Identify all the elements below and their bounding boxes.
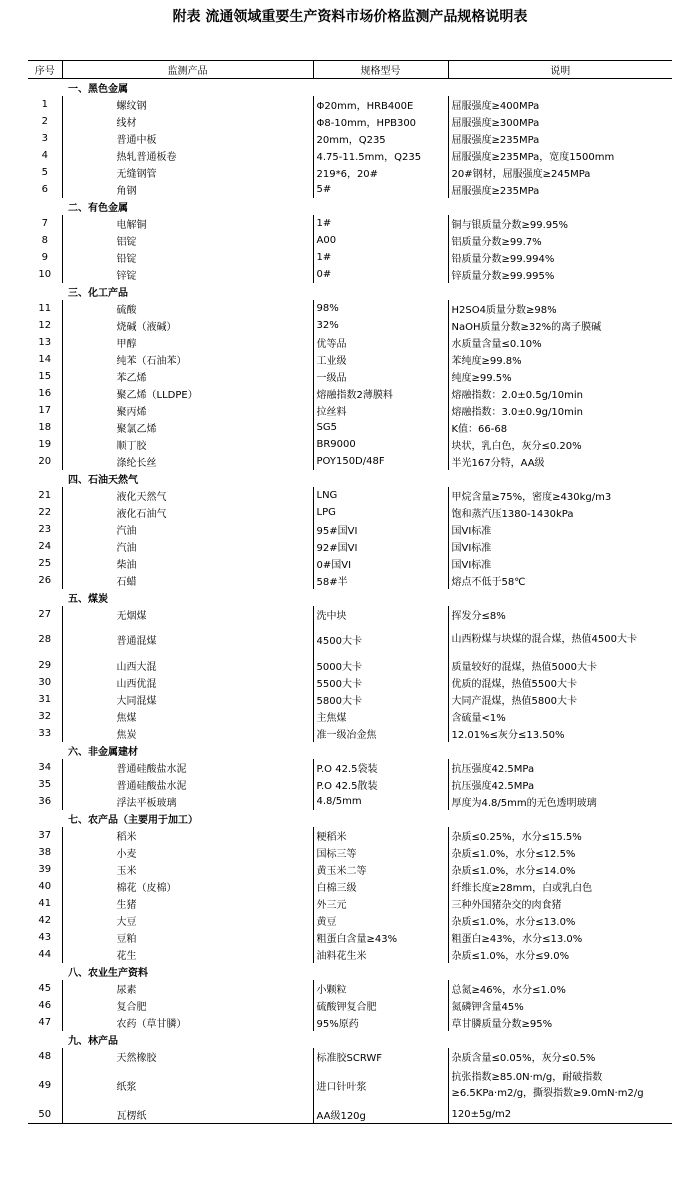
row-product: 山西优混 xyxy=(62,674,313,691)
table-row xyxy=(28,300,672,317)
row-index: 3 xyxy=(41,132,48,144)
row-note: 杂质≤1.0%，水分≤12.5% xyxy=(448,844,672,861)
category-title: 六、非金属建材 xyxy=(68,746,138,758)
table-row xyxy=(28,538,672,555)
row-spec: 5500大卡 xyxy=(313,674,448,691)
row-note: 抗压强度42.5MPa xyxy=(448,759,672,776)
row-spec: 95%原药 xyxy=(313,1014,448,1031)
row-spec: 58#半 xyxy=(313,572,448,589)
row-spec: 小颗粒 xyxy=(313,980,448,997)
table-row xyxy=(28,368,672,385)
table-row xyxy=(28,708,672,725)
row-spec: 标准胶SCRWF xyxy=(313,1048,448,1065)
row-spec: 219*6，20# xyxy=(313,164,448,181)
row-spec: 粗蛋白含量≥43% xyxy=(313,929,448,946)
table-row xyxy=(28,113,672,130)
row-index: 22 xyxy=(38,506,52,518)
table-row xyxy=(28,1065,672,1107)
row-spec: 洗中块 xyxy=(313,606,448,623)
table-row xyxy=(28,1048,672,1065)
row-note: 半光167分特，AA级 xyxy=(448,453,672,470)
row-note: 山西粉煤与块煤的混合煤，热值4500大卡 xyxy=(448,623,672,657)
table-row xyxy=(28,1014,672,1031)
table-row xyxy=(28,436,672,453)
row-index: 47 xyxy=(38,1016,52,1028)
row-index: 16 xyxy=(38,387,52,399)
row-product: 无缝钢管 xyxy=(62,164,313,181)
row-spec: 拉丝料 xyxy=(313,402,448,419)
row-product: 焦煤 xyxy=(62,708,313,725)
table-row xyxy=(28,419,672,436)
row-product: 大豆 xyxy=(62,912,313,929)
row-product: 液化石油气 xyxy=(62,504,313,521)
row-product: 玉米 xyxy=(62,861,313,878)
row-product: 棉花（皮棉） xyxy=(62,878,313,895)
row-spec: 熔融指数2薄膜料 xyxy=(313,385,448,402)
row-product: 热轧普通板卷 xyxy=(62,147,313,164)
row-note: 苯纯度≥99.8% xyxy=(448,351,672,368)
row-product: 石蜡 xyxy=(62,572,313,589)
row-index: 2 xyxy=(41,115,48,127)
row-spec: A00 xyxy=(313,232,448,249)
table-row xyxy=(28,504,672,521)
row-index: 19 xyxy=(38,438,52,450)
row-product: 涤纶长丝 xyxy=(62,453,313,470)
row-product: 浮法平板玻璃 xyxy=(62,793,313,810)
table-row xyxy=(28,827,672,844)
row-index: 35 xyxy=(38,778,52,790)
row-index: 7 xyxy=(41,217,48,229)
category-spacer xyxy=(28,470,62,487)
row-note: 铝质量分数≥99.7% xyxy=(448,232,672,249)
row-index: 10 xyxy=(38,268,52,280)
row-spec: 外三元 xyxy=(313,895,448,912)
row-note: 质量较好的混煤，热值5000大卡 xyxy=(448,657,672,674)
row-product: 小麦 xyxy=(62,844,313,861)
table-row xyxy=(28,402,672,419)
row-note: 纯度≥99.5% xyxy=(448,368,672,385)
row-index: 30 xyxy=(38,676,52,688)
row-product: 农药（草甘膦） xyxy=(62,1014,313,1031)
table-row xyxy=(28,266,672,283)
row-index: 5 xyxy=(41,166,48,178)
table-row xyxy=(28,912,672,929)
row-spec: POY150D/48F xyxy=(313,453,448,470)
header-note: 说明 xyxy=(448,61,672,79)
row-index: 41 xyxy=(38,897,52,909)
row-spec: 95#国VI xyxy=(313,521,448,538)
table-body xyxy=(28,79,672,1124)
row-note: 总氮≥46%，水分≤1.0% xyxy=(448,980,672,997)
header-index: 序号 xyxy=(28,61,62,79)
row-index: 32 xyxy=(38,710,52,722)
row-index: 8 xyxy=(41,234,48,246)
row-index: 11 xyxy=(38,302,52,314)
row-index: 46 xyxy=(38,999,52,1011)
row-note: 甲烷含量≥75%，密度≥430kg/m3 xyxy=(448,487,672,504)
row-index: 23 xyxy=(38,523,52,535)
row-note: 熔融指数：2.0±0.5g/10min xyxy=(448,385,672,402)
table-row xyxy=(28,946,672,963)
row-note: 纤维长度≥28mm，白或乳白色 xyxy=(448,878,672,895)
row-index: 36 xyxy=(38,795,52,807)
row-spec: LNG xyxy=(313,487,448,504)
row-index: 25 xyxy=(38,557,52,569)
category-spacer xyxy=(28,1031,62,1048)
category-spacer xyxy=(28,963,62,980)
row-product: 焦炭 xyxy=(62,725,313,742)
row-spec: 进口针叶浆 xyxy=(313,1065,448,1107)
row-product: 山西大混 xyxy=(62,657,313,674)
row-product: 尿素 xyxy=(62,980,313,997)
table-row xyxy=(28,776,672,793)
row-index: 31 xyxy=(38,693,52,705)
row-spec: 5800大卡 xyxy=(313,691,448,708)
row-spec: LPG xyxy=(313,504,448,521)
row-product: 铝锭 xyxy=(62,232,313,249)
row-note: 挥发分≤8% xyxy=(448,606,672,623)
row-index: 48 xyxy=(38,1050,52,1062)
row-note: 杂质含量≤0.05%，灰分≤0.5% xyxy=(448,1048,672,1065)
row-spec: 主焦煤 xyxy=(313,708,448,725)
table-row xyxy=(28,130,672,147)
category-spacer xyxy=(28,79,62,96)
category-spacer xyxy=(28,198,62,215)
row-note: 熔点不低于58℃ xyxy=(448,572,672,589)
table-row xyxy=(28,487,672,504)
row-index: 27 xyxy=(38,608,52,620)
row-note: 屈服强度≥235MPa，宽度1500mm xyxy=(448,147,672,164)
table-row xyxy=(28,623,672,657)
row-spec: 1# xyxy=(313,249,448,266)
row-product: 聚乙烯（LLDPE） xyxy=(62,385,313,402)
row-note: 屈服强度≥300MPa xyxy=(448,113,672,130)
row-note: NaOH质量分数≥32%的离子膜碱 xyxy=(448,317,672,334)
category-title: 八、农业生产资料 xyxy=(68,967,148,979)
row-product: 豆粕 xyxy=(62,929,313,946)
row-note: H2SO4质量分数≥98% xyxy=(448,300,672,317)
row-note: 屈服强度≥235MPa xyxy=(448,181,672,198)
row-index: 44 xyxy=(38,948,52,960)
category-row xyxy=(28,742,672,759)
row-index: 12 xyxy=(38,319,52,331)
row-index: 18 xyxy=(38,421,52,433)
row-spec: Φ20mm，HRB400E xyxy=(313,96,448,113)
table-row xyxy=(28,181,672,198)
row-note: 锌质量分数≥99.995% xyxy=(448,266,672,283)
row-index: 37 xyxy=(38,829,52,841)
category-title: 七、农产品（主要用于加工） xyxy=(68,814,198,826)
row-index: 38 xyxy=(38,846,52,858)
row-note: 杂质≤1.0%，水分≤9.0% xyxy=(448,946,672,963)
row-product: 甲醇 xyxy=(62,334,313,351)
row-note: 屈服强度≥235MPa xyxy=(448,130,672,147)
category-spacer xyxy=(28,283,62,300)
row-product: 纯苯（石油苯） xyxy=(62,351,313,368)
category-title: 三、化工产品 xyxy=(68,287,128,299)
row-product: 普通硅酸盐水泥 xyxy=(62,759,313,776)
row-product: 汽油 xyxy=(62,538,313,555)
row-product: 大同混煤 xyxy=(62,691,313,708)
table-row xyxy=(28,861,672,878)
row-note: 国VI标准 xyxy=(448,521,672,538)
row-spec: 粳稻米 xyxy=(313,827,448,844)
category-row xyxy=(28,79,672,96)
row-product: 角钢 xyxy=(62,181,313,198)
row-spec: 国标三等 xyxy=(313,844,448,861)
row-product: 苯乙烯 xyxy=(62,368,313,385)
row-spec: 硫酸钾复合肥 xyxy=(313,997,448,1014)
category-row xyxy=(28,810,672,827)
row-index: 42 xyxy=(38,914,52,926)
row-spec: 32% xyxy=(313,317,448,334)
row-product: 花生 xyxy=(62,946,313,963)
row-spec: P.O 42.5散装 xyxy=(313,776,448,793)
row-note: 12.01%≤灰分≤13.50% xyxy=(448,725,672,742)
row-note: 20#钢材，屈服强度≥245MPa xyxy=(448,164,672,181)
table-row xyxy=(28,759,672,776)
table-row xyxy=(28,929,672,946)
row-product: 纸浆 xyxy=(62,1065,313,1107)
table-row xyxy=(28,725,672,742)
category-title: 二、有色金属 xyxy=(68,202,128,214)
row-note: 杂质≤1.0%，水分≤13.0% xyxy=(448,912,672,929)
row-note: 杂质≤1.0%，水分≤14.0% xyxy=(448,861,672,878)
category-row xyxy=(28,198,672,215)
row-spec: 92#国VI xyxy=(313,538,448,555)
row-note: 块状，乳白色，灰分≤0.20% xyxy=(448,436,672,453)
header-spec: 规格型号 xyxy=(313,61,448,79)
row-spec: 油料花生米 xyxy=(313,946,448,963)
table-row xyxy=(28,96,672,113)
row-spec: Φ8-10mm，HPB300 xyxy=(313,113,448,130)
row-note: 屈服强度≥400MPa xyxy=(448,96,672,113)
table-row xyxy=(28,249,672,266)
table-row xyxy=(28,351,672,368)
table-row xyxy=(28,997,672,1014)
row-spec: 5000大卡 xyxy=(313,657,448,674)
row-spec: SG5 xyxy=(313,419,448,436)
row-spec: 1# xyxy=(313,215,448,232)
table-row xyxy=(28,521,672,538)
row-spec: BR9000 xyxy=(313,436,448,453)
row-note: 优质的混煤，热值5500大卡 xyxy=(448,674,672,691)
table-row xyxy=(28,674,672,691)
row-product: 线材 xyxy=(62,113,313,130)
row-note: 抗压强度42.5MPa xyxy=(448,776,672,793)
header-product: 监测产品 xyxy=(62,61,313,79)
row-product: 电解铜 xyxy=(62,215,313,232)
row-product: 液化天然气 xyxy=(62,487,313,504)
row-product: 锌锭 xyxy=(62,266,313,283)
row-spec: P.O 42.5袋装 xyxy=(313,759,448,776)
category-row xyxy=(28,589,672,606)
row-index: 21 xyxy=(38,489,52,501)
category-title: 五、煤炭 xyxy=(68,593,108,605)
table-row xyxy=(28,147,672,164)
row-spec: 0#国VI xyxy=(313,555,448,572)
row-product: 普通硅酸盐水泥 xyxy=(62,776,313,793)
row-note: 大同产混煤，热值5800大卡 xyxy=(448,691,672,708)
row-index: 24 xyxy=(38,540,52,552)
row-product: 柴油 xyxy=(62,555,313,572)
row-product: 瓦楞纸 xyxy=(62,1107,313,1124)
row-note: 三种外国猪杂交的肉食猪 xyxy=(448,895,672,912)
row-product: 普通混煤 xyxy=(62,623,313,657)
row-spec: 一级品 xyxy=(313,368,448,385)
row-note: 含硫量<1% xyxy=(448,708,672,725)
row-product: 生猪 xyxy=(62,895,313,912)
row-note: 铜与银质量分数≥99.95% xyxy=(448,215,672,232)
row-product: 烧碱（液碱） xyxy=(62,317,313,334)
category-row xyxy=(28,963,672,980)
row-spec: 4.75-11.5mm，Q235 xyxy=(313,147,448,164)
table-row xyxy=(28,980,672,997)
row-spec: 5# xyxy=(313,181,448,198)
row-spec: 4500大卡 xyxy=(313,623,448,657)
category-row xyxy=(28,470,672,487)
row-index: 40 xyxy=(38,880,52,892)
row-note: 草甘膦质量分数≥95% xyxy=(448,1014,672,1031)
row-spec: 工业级 xyxy=(313,351,448,368)
row-index: 29 xyxy=(38,659,52,671)
table-row xyxy=(28,215,672,232)
row-note: 水质量含量≤0.10% xyxy=(448,334,672,351)
category-row xyxy=(28,283,672,300)
category-spacer xyxy=(28,810,62,827)
row-product: 汽油 xyxy=(62,521,313,538)
row-index: 4 xyxy=(41,149,48,161)
table-row xyxy=(28,895,672,912)
page-title: 附表 流通领域重要生产资料市场价格监测产品规格说明表 xyxy=(172,9,528,25)
row-note: 国VI标准 xyxy=(448,538,672,555)
row-product: 螺纹钢 xyxy=(62,96,313,113)
row-index: 43 xyxy=(38,931,52,943)
row-spec: 0# xyxy=(313,266,448,283)
table-row xyxy=(28,691,672,708)
row-product: 聚氯乙烯 xyxy=(62,419,313,436)
category-title: 一、黑色金属 xyxy=(68,83,128,95)
row-index: 1 xyxy=(41,98,48,110)
row-product: 稻米 xyxy=(62,827,313,844)
row-product: 顺丁胶 xyxy=(62,436,313,453)
category-spacer xyxy=(28,742,62,759)
row-product: 聚丙烯 xyxy=(62,402,313,419)
row-index: 15 xyxy=(38,370,52,382)
table-row xyxy=(28,1107,672,1124)
table-row xyxy=(28,844,672,861)
table-row xyxy=(28,878,672,895)
row-product: 铅锭 xyxy=(62,249,313,266)
row-index: 49 xyxy=(38,1080,52,1091)
row-note: 饱和蒸汽压1380-1430kPa xyxy=(448,504,672,521)
table-row xyxy=(28,572,672,589)
row-index: 26 xyxy=(38,574,52,586)
table-row xyxy=(28,385,672,402)
row-note: 粗蛋白≥43%，水分≤13.0% xyxy=(448,929,672,946)
row-product: 硫酸 xyxy=(62,300,313,317)
table-row xyxy=(28,317,672,334)
row-note: 铅质量分数≥99.994% xyxy=(448,249,672,266)
category-title: 九、林产品 xyxy=(68,1035,118,1047)
table-row xyxy=(28,555,672,572)
row-product: 无烟煤 xyxy=(62,606,313,623)
table-row xyxy=(28,334,672,351)
row-note: K值：66-68 xyxy=(448,419,672,436)
row-product: 普通中板 xyxy=(62,130,313,147)
row-spec: 黄玉米二等 xyxy=(313,861,448,878)
row-spec: 白棉三级 xyxy=(313,878,448,895)
row-spec: 准一级冶金焦 xyxy=(313,725,448,742)
category-title: 四、石油天然气 xyxy=(68,474,138,486)
row-spec: 4.8/5mm xyxy=(313,793,448,810)
row-spec: 98% xyxy=(313,300,448,317)
table-row xyxy=(28,606,672,623)
row-index: 9 xyxy=(41,251,48,263)
table-row xyxy=(28,453,672,470)
row-spec: 20mm，Q235 xyxy=(313,130,448,147)
row-spec: 黄豆 xyxy=(313,912,448,929)
row-product: 复合肥 xyxy=(62,997,313,1014)
table-row xyxy=(28,657,672,674)
row-note: 熔融指数：3.0±0.9g/10min xyxy=(448,402,672,419)
row-index: 34 xyxy=(38,761,52,773)
table-row xyxy=(28,232,672,249)
table-row xyxy=(28,164,672,181)
row-index: 13 xyxy=(38,336,52,348)
row-spec: AA级120g xyxy=(313,1107,448,1124)
row-index: 28 xyxy=(38,634,52,645)
row-note: 氮磷钾含量45% xyxy=(448,997,672,1014)
row-index: 39 xyxy=(38,863,52,875)
row-index: 20 xyxy=(38,455,52,467)
category-row xyxy=(28,1031,672,1048)
row-note: 厚度为4.8/5mm的无色透明玻璃 xyxy=(448,793,672,810)
row-product: 天然橡胶 xyxy=(62,1048,313,1065)
row-note: 杂质≤0.25%，水分≤15.5% xyxy=(448,827,672,844)
table-row xyxy=(28,793,672,810)
spec-table xyxy=(28,60,672,1124)
row-index: 50 xyxy=(28,1107,62,1124)
category-spacer xyxy=(28,589,62,606)
row-index: 17 xyxy=(38,404,52,416)
row-index: 6 xyxy=(41,183,48,195)
row-index: 33 xyxy=(38,727,52,739)
row-note: 抗张指数≥85.0N·m/g，耐破指数≥6.5KPa·m2/g，撕裂指数≥9.0mN·m2/g xyxy=(448,1065,672,1107)
table-header-row xyxy=(28,61,672,79)
row-note: 120±5g/m2 xyxy=(448,1107,672,1124)
row-spec: 优等品 xyxy=(313,334,448,351)
row-index: 45 xyxy=(38,982,52,994)
row-note: 国VI标准 xyxy=(448,555,672,572)
row-index: 14 xyxy=(38,353,52,365)
